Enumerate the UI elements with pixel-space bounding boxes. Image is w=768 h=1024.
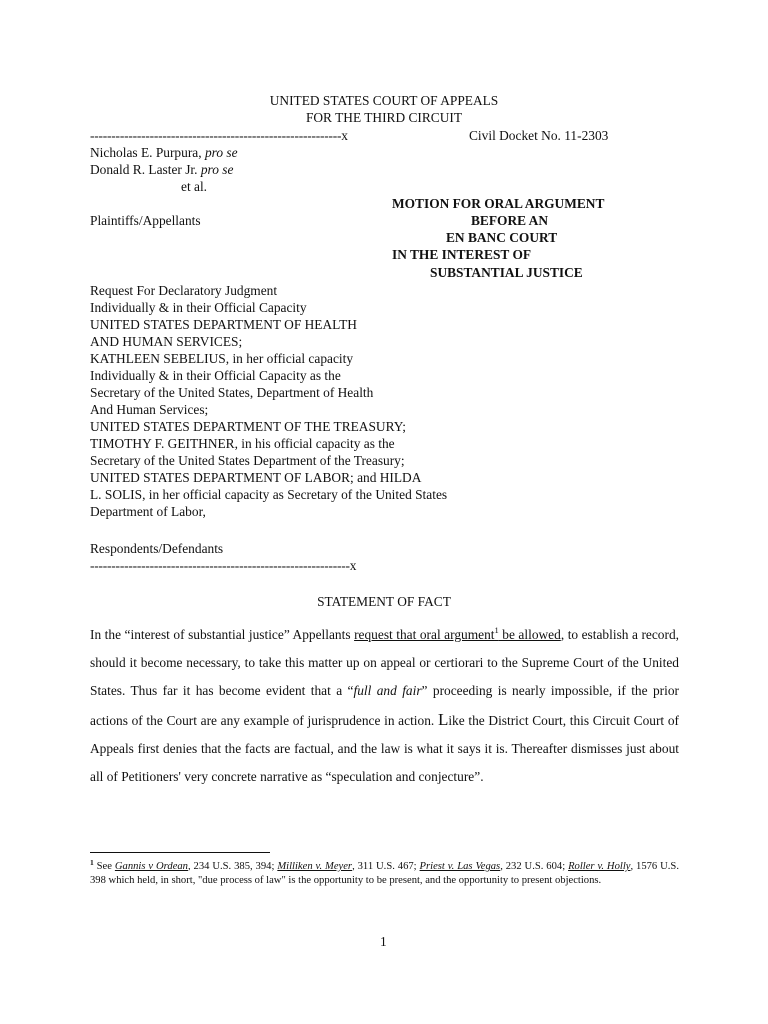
defendants-line-6: Individually & in their Official Capacity as the [90, 368, 341, 383]
defendants-line-10: TIMOTHY F. GEITHNER, in his official capacity as the [90, 436, 395, 451]
defendants-label: Respondents/Defendants [90, 541, 224, 556]
plaintiff-2-name: Donald R. Laster Jr. [90, 162, 198, 177]
defendants-line-7: Secretary of the United States, Department of Health [90, 385, 374, 400]
case-priest-cite: , 232 U.S. 604; [500, 861, 569, 872]
plaintiff-2-role: pro se [200, 162, 234, 177]
plaintiff-2 [90, 161, 233, 178]
defendants-line-14: Department of Labor, [90, 504, 206, 519]
footnote-see: See [93, 861, 115, 872]
defendants-line-11: Secretary of the United States Department of the Treasury; [90, 453, 405, 468]
statement-text-3: ” proceeding is nearly impossible, if the prior actions of the Court are any example of jurisprudence in action. [90, 683, 679, 728]
defendants-line-13: L. SOLIS, in her official capacity as Secretary of the United States [90, 487, 448, 502]
plaintiff-1-name: Nicholas E. Purpura, [90, 145, 202, 160]
statement-text-1: In the “interest of substantial justice” Appellants [90, 627, 355, 642]
defendants-line-5: KATHLEEN SEBELIUS, in her official capacity [90, 351, 354, 366]
court-name-line2: FOR THE THIRD CIRCUIT [305, 110, 463, 125]
motion-title-line2: BEFORE AN [471, 213, 549, 228]
et-al: et al. [181, 179, 208, 194]
case-roller: Roller v. Holly [568, 861, 631, 872]
caption-rule-top: -----------------------------------------------------------x [90, 128, 348, 143]
case-milliken: Milliken v. Meyer [277, 861, 353, 872]
motion-title-line1: MOTION FOR ORAL ARGUMENT [392, 196, 605, 211]
footnote-1 [90, 860, 679, 887]
request-oral-argument [354, 627, 561, 642]
statement-text-2: , to establish a record, should it become necessary, to take this matter up on appeal or certiorari to the Supreme Court of the United States. Thus far it has become evident that a “ [90, 627, 679, 699]
case-gannis-cite: , 234 U.S. 385, 394; [187, 861, 278, 872]
defendants-line-3: UNITED STATES DEPARTMENT OF HEALTH [90, 317, 357, 332]
footnote-ref[interactable]: 1 [494, 625, 499, 635]
footnote-rule [90, 852, 270, 853]
page-number: 1 [380, 934, 387, 949]
docket-number: Civil Docket No. 11-2303 [469, 128, 609, 143]
motion-title-line5: SUBSTANTIAL JUSTICE [430, 265, 583, 280]
full-and-fair: full and fair [353, 683, 422, 699]
defendants-line-4: AND HUMAN SERVICES; [90, 334, 243, 349]
defendants-line-12: UNITED STATES DEPARTMENT OF LABOR; and HILDA [90, 470, 422, 485]
caption-rule-bottom: -------------------------------------------------------------x [90, 558, 357, 573]
plaintiffs-label: Plaintiffs/Appellants [90, 213, 201, 228]
case-milliken-cite: , 311 U.S. 467; [352, 861, 420, 872]
motion-title-line4: IN THE INTEREST OF [392, 247, 532, 262]
defendants-line-2: Individually & in their Official Capacity [90, 300, 307, 315]
request-text-b: be allowed [498, 627, 561, 642]
defendants-line-8: And Human Services; [90, 402, 209, 417]
case-gannis: Gannis v Ordean [114, 861, 188, 872]
large-capital-l: L [437, 709, 449, 729]
defendants-line-1: Request For Declaratory Judgment [90, 283, 278, 298]
court-name-line1: UNITED STATES COURT OF APPEALS [269, 93, 499, 108]
defendants-line-9: UNITED STATES DEPARTMENT OF THE TREASURY; [90, 419, 406, 434]
plaintiff-1 [90, 144, 238, 161]
statement-text-4: ike the District Court, this Circuit Court of Appeals first denies that the facts are factual, and the law is what it says it is. Thereafter dismisses just about all of Petitioners' very concrete narrative as “speculation and conjecture”. [90, 712, 679, 785]
statement-paragraph [90, 621, 679, 791]
request-text-a: request that oral argument [354, 627, 495, 642]
motion-title-line3: EN BANC COURT [446, 230, 558, 245]
case-roller-cite: , 1576 U.S. 398 which held, in short, "due process of law" is the opportunity to be present, and the opportunity to present objections. [90, 861, 679, 886]
statement-heading: STATEMENT OF FACT [317, 594, 451, 609]
footnote-number: 1 [90, 858, 94, 867]
plaintiff-1-role: pro se [204, 145, 238, 160]
case-priest: Priest v. Las Vegas [419, 861, 501, 872]
